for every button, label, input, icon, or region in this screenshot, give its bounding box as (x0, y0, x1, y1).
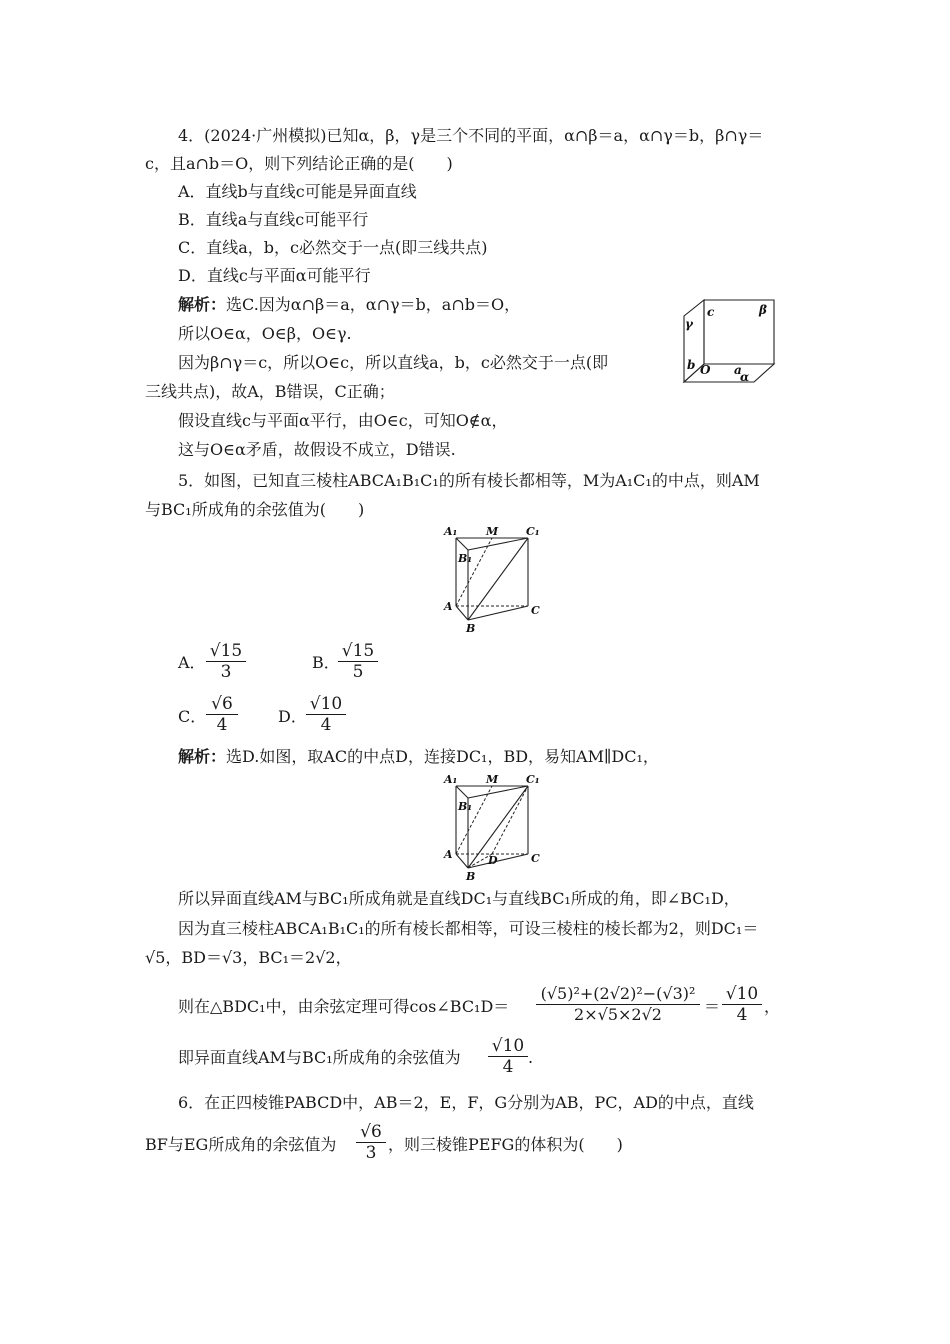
q5s-fig-label-c: C (531, 852, 540, 865)
q4-solution-line1 (178, 294, 520, 316)
q4-solution-line5: 假设直线c与平面α平行，由O∈c，可知O∉α， (178, 411, 508, 430)
q5-solution-text1: 选D.如图，取AC的中点D，连接DC₁，BD，易知AM∥DC₁， (226, 747, 659, 766)
fraction-numerator: √6 (356, 1122, 386, 1143)
fraction-denominator: 4 (216, 715, 228, 735)
fraction-numerator: √10 (488, 1036, 528, 1057)
fig-label-b: b (687, 358, 696, 372)
q5-comma: ， (764, 997, 781, 1016)
q5s-fig-label-a: A (444, 848, 453, 861)
q6-stem-line2-prefix: BF与EG所成角的余弦值为 (145, 1135, 337, 1154)
q5s-fig-label-c1: C₁ (526, 773, 540, 786)
q4-option-b: B．直线a与直线c可能平行 (178, 210, 369, 229)
q5-solution-line3: 因为直三棱柱ABCA₁B₁C₁的所有棱长都相等，可设三棱柱的棱长都为2，则DC₁＝ (178, 919, 759, 938)
q5-stem-line1: 5．如图，已知直三棱柱ABCA₁B₁C₁的所有棱长都相等，M为A₁C₁的中点，则AM (178, 471, 760, 490)
q4-solution-line3: 因为β∩γ＝c，所以O∈c，所以直线a，b，c必然交于一点(即 (178, 353, 609, 372)
q4-option-c: C．直线a，b，c必然交于一点(即三线共点) (178, 238, 488, 257)
fig-label-a: a (734, 363, 742, 377)
q5-fig-label-a1: A₁ (444, 525, 458, 538)
q5-solution-line5-prefix: 则在△BDC₁中，由余弦定理可得cos∠BC₁D＝ (178, 997, 510, 1016)
q5-option-b-fraction (338, 641, 378, 682)
q6-stem-line2-suffix: ，则三棱锥PEFG的体积为( ) (388, 1135, 623, 1154)
q5-fig-label-b1: B₁ (458, 552, 473, 565)
q6-stem-line1: 6．在正四棱锥PABCD中，AB＝2，E，F，G分别为AB，PC，AD的中点，直线 (178, 1093, 754, 1112)
q5-equals-sign: ＝ (704, 997, 721, 1016)
q5-fig-label-b: B (466, 622, 476, 635)
fraction-denominator: 3 (220, 662, 232, 682)
q5-option-c-label: C． (178, 707, 207, 726)
fraction-denominator: 5 (352, 662, 364, 682)
q5-fig-label-c: C (531, 604, 540, 617)
q5-solution-line6-prefix: 即异面直线AM与BC₁所成角的余弦值为 (178, 1048, 461, 1067)
q5-answer-fraction (488, 1036, 528, 1077)
q4-stem-line1: 4．(2024·广州模拟)已知α，β，γ是三个不同的平面，α∩β＝a，α∩γ＝b，β∩γ＝ (178, 126, 764, 145)
q5-option-a-fraction (206, 641, 246, 682)
fig-label-alpha: α (740, 370, 750, 384)
q5-solution-line1 (178, 746, 659, 768)
q5s-fig-label-a1: A₁ (444, 773, 458, 786)
q4-planes-figure (680, 296, 780, 388)
q5-prism-figure (440, 524, 550, 636)
q5-stem-line2: 与BC₁所成角的余弦值为( ) (145, 500, 365, 519)
q4-option-d: D．直线c与平面α可能平行 (178, 266, 371, 285)
fig-label-O: O (700, 363, 711, 377)
q5-option-b-label: B． (312, 653, 340, 672)
solution-label: 解析： (178, 747, 227, 766)
q4-solution-line6: 这与O∈α矛盾，故假设不成立，D错误. (178, 440, 456, 459)
fig-label-c: c (707, 305, 715, 319)
q5-cos-result-fraction (722, 984, 762, 1025)
fraction-denominator: 4 (736, 1005, 748, 1025)
q5-solution-line4: √5，BD＝√3，BC₁＝2√2， (145, 948, 352, 967)
q5s-fig-label-b: B (466, 870, 476, 883)
q5-option-a-label: A． (178, 653, 206, 672)
q4-solution-line4: 三线共点)，故A，B错误，C正确； (145, 382, 395, 401)
q5-option-d-fraction (306, 694, 346, 735)
q5-fig-label-a: A (444, 600, 453, 613)
q5-option-d-label: D． (278, 707, 307, 726)
q5-period: . (528, 1048, 534, 1067)
q4-solution-text1: 选C.因为α∩β＝a，α∩γ＝b，a∩b＝O， (226, 295, 521, 314)
fraction-numerator: √10 (306, 694, 346, 715)
fraction-numerator: √15 (338, 641, 378, 662)
q6-fraction (356, 1122, 386, 1163)
q5-fig-label-c1: C₁ (526, 525, 540, 538)
q4-solution-line2: 所以O∈α，O∈β，O∈γ. (178, 324, 352, 343)
q5s-fig-label-d: D (488, 854, 498, 867)
fraction-numerator: (√5)²+(2√2)²−(√3)² (536, 984, 700, 1005)
fraction-denominator: 3 (365, 1143, 377, 1163)
q5-solution-figure (440, 772, 550, 884)
fraction-denominator: 4 (320, 715, 332, 735)
q4-option-a: A．直线b与直线c可能是异面直线 (178, 182, 417, 201)
q5s-fig-label-b1: B₁ (458, 800, 473, 813)
fraction-denominator: 2×√5×2√2 (574, 1005, 662, 1024)
fig-label-beta: β (759, 303, 767, 317)
q5s-fig-label-m: M (486, 773, 499, 786)
q5-fig-label-m: M (486, 525, 499, 538)
fraction-numerator: √6 (206, 694, 238, 715)
fraction-numerator: √15 (206, 641, 246, 662)
fraction-numerator: √10 (722, 984, 762, 1005)
solution-label: 解析： (178, 295, 227, 314)
q4-stem-line2: c，且a∩b＝O，则下列结论正确的是( ) (145, 154, 453, 173)
q5-solution-line2: 所以异面直线AM与BC₁所成角就是直线DC₁与直线BC₁所成的角，即∠BC₁D， (178, 889, 740, 908)
q5-cos-fraction (536, 984, 700, 1025)
fraction-denominator: 4 (502, 1057, 514, 1077)
q5-option-c-fraction (206, 694, 238, 735)
fig-label-gamma: γ (685, 317, 693, 331)
